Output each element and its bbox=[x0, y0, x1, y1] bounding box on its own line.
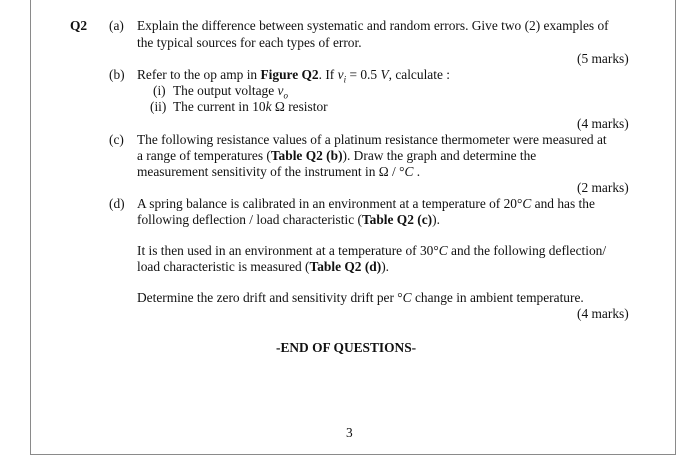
part-a-marks: (5 marks) bbox=[577, 51, 629, 66]
part-c-line-2: a range of temperatures (Table Q2 (b)). Draw the graph and determine the bbox=[137, 148, 537, 163]
part-d-marks: (4 marks) bbox=[577, 306, 629, 321]
part-a-line-1: Explain the difference between systematic and random errors. Give two (2) examples of bbox=[137, 18, 609, 33]
part-b-item-2: The current in 10k Ω resistor bbox=[173, 99, 328, 114]
table-ref: Table Q2 (d) bbox=[309, 259, 382, 274]
part-d-para-2-line-1: It is then used in an environment at a temperature of 30°C and the following deflection/ bbox=[137, 243, 607, 258]
part-b-line-1: Refer to the op amp in Figure Q2. If $v_i = 0.5$ V, calculate : bbox=[137, 67, 450, 85]
part-d-label: (d) bbox=[109, 196, 125, 211]
part-a-label: (a) bbox=[109, 18, 124, 33]
part-d-line-1: A spring balance is calibrated in an environment at a temperature of 20°C and has the bbox=[137, 196, 595, 211]
part-d-line-2: following deflection / load characteristic (Table Q2 (c)). bbox=[137, 212, 440, 227]
part-b-label: (b) bbox=[109, 67, 125, 82]
part-a-line-2: the typical sources for each types of error. bbox=[137, 35, 362, 50]
part-d-para-2-line-2: load characteristic is measured (Table Q2 (d)). bbox=[137, 259, 390, 274]
part-c-line-3: measurement sensitivity of the instrument in Ω / °C . bbox=[137, 164, 421, 179]
part-b-item-2-label: (ii) bbox=[150, 99, 167, 114]
end-of-questions: -END OF QUESTIONS- bbox=[276, 340, 417, 355]
part-d-para-3: Determine the zero drift and sensitivity drift per °C change in ambient temperature. bbox=[137, 290, 584, 305]
part-b-item-1-label: (i) bbox=[153, 83, 166, 98]
figure-ref: Figure Q2 bbox=[260, 67, 319, 82]
table-ref: Table Q2 (b) bbox=[270, 148, 343, 163]
part-c-label: (c) bbox=[109, 132, 124, 147]
question-number: Q2 bbox=[70, 18, 88, 33]
part-b-marks: (4 marks) bbox=[577, 116, 629, 131]
table-ref: Table Q2 (c) bbox=[361, 212, 433, 227]
part-c-marks: (2 marks) bbox=[577, 180, 629, 195]
page-number: 3 bbox=[346, 425, 353, 440]
part-b-item-1: The output voltage $v_o$ bbox=[173, 83, 288, 101]
part-c-line-1: The following resistance values of a platinum resistance thermometer were measured at bbox=[137, 132, 607, 147]
